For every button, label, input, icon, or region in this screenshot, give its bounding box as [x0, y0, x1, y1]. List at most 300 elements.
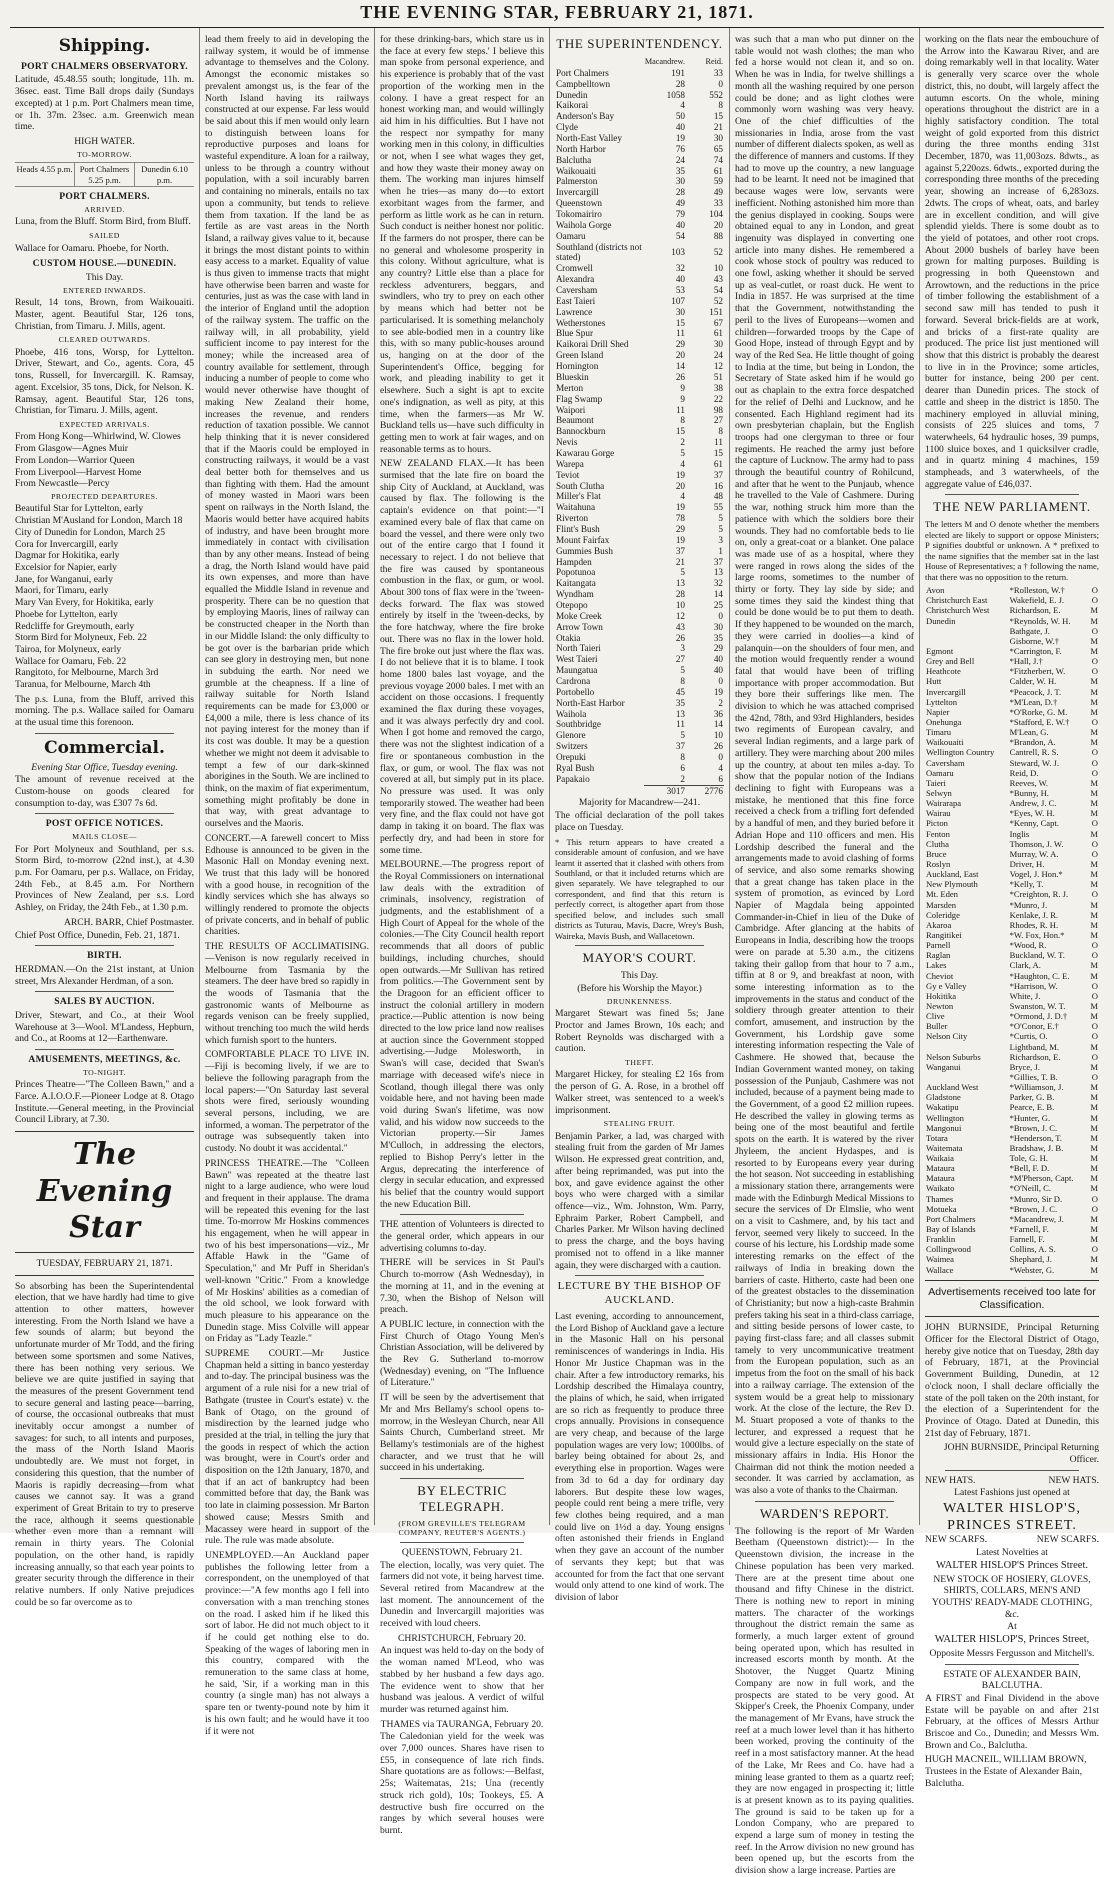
poll-macandrew: 191: [671, 67, 685, 78]
poll-district: Cardrona: [556, 675, 591, 686]
parliament-electorate: Oamaru: [926, 767, 954, 778]
table-row: [555, 622, 724, 633]
mayors-court-before: (Before his Worship the Mayor.): [577, 982, 702, 994]
poll-macandrew: 26: [675, 371, 685, 382]
parliament-member: Wakefield, E. J.: [1009, 595, 1065, 606]
table-row: [555, 741, 724, 752]
custom-heading: CUSTOM HOUSE.—DUNEDIN.: [32, 258, 177, 270]
poll-reid: 36: [713, 708, 723, 719]
poll-reid: 8: [718, 100, 723, 111]
parliament-party: M: [1090, 1082, 1098, 1093]
lecture-paragraph: A PUBLIC lecture, in connection with the First Church of Otago Young Men's Christian Association, will be delivered by the Rev G. Sutherland to-morrow (Wednesday) evening, on "The Influence of Literature.": [380, 1318, 544, 1389]
queenstown-text: The election, locally, was very quiet. The farmers did not vote, it being harvest time. Several retired from Macandrew at the last moment. The announcement of the Dunedin and Invercargill majorities was received with loud cheers.: [380, 1559, 544, 1630]
poll-district: Maungatua: [556, 665, 598, 676]
list-item: From Glasgow—Agnes Muir: [15, 443, 128, 455]
parliament-member: Farnell, F.: [1009, 1234, 1045, 1245]
poll-district: Anderson's Bay: [556, 111, 615, 122]
post-text: For Port Molyneux and Southland, per s.s. Storm Bird, to-morrow (22nd inst.), at 4.30 p.m. For Oamaru, per p.s. Wallace, on Friday, 24th Feb., at 8.45 a.m. For Northern Provinces of New Zealand, per s.s. Lord Ashley, on Friday, the 24th Feb., at 1.30 p.m.: [15, 843, 194, 914]
parliament-member: Driver, H.: [1009, 858, 1045, 869]
parliament-member: *Gillies, T. B.: [1009, 1071, 1058, 1082]
table-row: [555, 763, 724, 774]
parliament-electorate: Motueka: [926, 1203, 957, 1214]
parliament-party: M: [1090, 929, 1098, 940]
poll-district: Popotunoa: [556, 567, 596, 578]
table-row: [555, 372, 724, 383]
parliament-member: White, J.: [1009, 990, 1041, 1001]
poll-reid: 74: [713, 154, 723, 165]
parliament-electorate: Hutt: [926, 676, 942, 687]
table-row: [925, 1183, 1099, 1193]
list-item: Jane, for Wanganui, early: [15, 573, 113, 585]
poll-reid: 15: [713, 111, 723, 122]
parliament-electorate: Onehunga: [926, 717, 962, 728]
parliament-party: O: [1091, 1031, 1098, 1042]
table-row: [925, 1082, 1099, 1092]
parliament-party: M: [1090, 1000, 1098, 1011]
poll-district: Flag Swamp: [556, 393, 603, 404]
parliament-member: *M'Lean, D.†: [1009, 696, 1058, 707]
table-row: [555, 111, 724, 122]
poll-district: Hornington: [556, 361, 599, 372]
poll-reid: 24: [713, 350, 723, 361]
divider: [755, 1501, 894, 1502]
this-day-label: This Day.: [85, 271, 124, 283]
parliament-electorate: Thames: [926, 1193, 954, 1204]
warden-text: The following is the report of Mr Warden Beetham (Queenstown district):— In the Queenstown division, the increase in the Chinese population has been very marked. There are at the present time about one thousand and fifty Chinese in the district. There is nothing new to report in mining matters. The character of the workings throughout the district remain the same as formerly, a much larger extent of ground being operated upon, which has resulted in increased escorts month by month. At the Shotover, the Nugget Quartz Mining Company are now in full work, and the prospects are stated to be very good. At Skipper's Creek, the Phoenix Company, under the management of Mr Evans, have struck the reef at a much lower level than it has hitherto been worked, proving the continuity of the reef in a most satisfactory manner. At the head of the Lake, Mr Rees and Co. have had a mining lease granted to them as a quartz reef; they are now engaged in prospecting it; little is at present known as to its paying qualities. The ground is said to be taken up for a London Company, who are prepared to expend a large sum of money in testing the reef. In the Arrow division no new ground has been opened up, but the escorts from the division show a large increase. Parties are: [735, 1525, 914, 1877]
thames-text: The Caledonian yield for the week was over 7,000 ounces. Shares have risen to £55, in consequence of late rich finds. Share quotations are as follows:—Belfast, 25s; Waitematas, 21s; Una (recently struck rich gold), 10s; Tookeys, £5. A destructive bush fire occurred on the ranges by which several houses were burnt.: [380, 1731, 544, 1836]
poll-macandrew: 3: [680, 643, 685, 654]
scarfs-right: NEW SCARFS.: [1036, 1534, 1099, 1546]
table-row: [555, 774, 724, 785]
divider: [575, 1275, 704, 1276]
poll-district: Hampden: [556, 556, 592, 567]
parliament-member: *Ormond, J. D.†: [1009, 1011, 1068, 1022]
parliament-member: *Macandrew, J.: [1009, 1213, 1064, 1224]
poll-district: Southbridge: [556, 719, 601, 730]
column-6: [920, 28, 1104, 1789]
parliament-member: *Farnell, F.: [1009, 1224, 1049, 1235]
poll-macandrew: 78: [675, 513, 685, 524]
column-2: [200, 28, 375, 1737]
parliament-member: Andrew, J. C.: [1009, 798, 1057, 809]
parliament-electorate: Coleridge: [926, 909, 960, 920]
table-row: [925, 1153, 1099, 1163]
parliament-electorate: Fenton: [926, 828, 950, 839]
shipping-heading: Shipping.: [58, 36, 151, 56]
table-row: [555, 231, 724, 242]
parliament-electorate: Timaru: [926, 727, 951, 738]
poll-macandrew: 50: [675, 111, 685, 122]
table-row: [925, 1092, 1099, 1102]
sailed-text: Wallace for Oamaru. Phoebe, for North.: [15, 242, 169, 254]
parliament-electorate: Waitemata: [926, 1142, 963, 1153]
poll-reid: 55: [713, 502, 723, 513]
divider: [400, 1478, 524, 1479]
list-item: Maori, for Timaru, early: [15, 585, 109, 597]
poll-district: Beaumont: [556, 415, 594, 426]
total-macandrew: 3017: [644, 785, 686, 796]
poll-reid: 14: [713, 589, 723, 600]
poll-district: Balclutha: [556, 154, 592, 165]
parliament-member: Gisborne, W.†: [1009, 635, 1060, 646]
poll-district: Switzers: [556, 741, 588, 752]
poll-district: Oamaru: [556, 230, 586, 241]
parliament-party: O: [1091, 990, 1098, 1001]
mails-close-label: MAILS CLOSE—: [72, 832, 137, 842]
poll-reid: 4: [718, 762, 723, 773]
poll-reid: 0: [718, 78, 723, 89]
table-row: [555, 546, 724, 557]
parliament-electorate: Auckland, East: [926, 869, 979, 880]
poll-macandrew: 49: [675, 198, 685, 209]
parliament-member: Lightband, M.: [1009, 1041, 1060, 1052]
poll-reid: 0: [718, 610, 723, 621]
poll-reid: 43: [713, 274, 723, 285]
sailed-label: SAILED: [89, 231, 120, 241]
parliament-electorate: Gladstone: [926, 1092, 961, 1103]
poll-reid: 16: [713, 480, 723, 491]
poll-macandrew: 1058: [666, 89, 685, 100]
parliament-electorate: Nelson City: [926, 1031, 968, 1042]
table-row: [555, 361, 724, 372]
mayors-court-heading: MAYOR'S COURT.: [582, 950, 697, 966]
parliament-party: M: [1090, 1011, 1098, 1022]
telegraph-source: (FROM GREVILLE'S TELEGRAM COMPANY, REUTER'S AGENTS.): [398, 1518, 526, 1538]
poll-reid: 54: [713, 285, 723, 296]
poll-district: Port Chalmers: [556, 67, 609, 78]
poll-macandrew: 19: [675, 534, 685, 545]
parliament-electorate: Wellington Country: [926, 747, 995, 758]
columns: [10, 28, 1104, 1877]
parliament-party: M: [1090, 858, 1098, 869]
parliament-electorate: Waikaia: [926, 1153, 954, 1164]
parliament-member: *Hall, J.†: [1009, 656, 1043, 667]
tide-heads: Heads 4.55 p.m.: [15, 163, 75, 186]
poll-macandrew: 19: [675, 469, 685, 480]
table-row: [925, 859, 1099, 869]
superintendency-heading: THE SUPERINTENDENCY.: [556, 36, 723, 51]
amusements-text: Princes Theatre—"The Colleen Bawn," and a Farce. A.I.O.O.F.—Pioneer Lodge at 8. Otago Institute.—General meeting, in the Provincial Council Library, at 7.30.: [15, 1079, 194, 1126]
list-item: Storm Bird for Molyneux, Feb. 22: [15, 632, 147, 644]
parliament-member: Steward, W. J.: [1009, 757, 1060, 768]
list-item: From London—Warrior Queen: [15, 454, 135, 466]
poll-district: West Taieri: [556, 654, 598, 665]
poll-macandrew: 24: [675, 154, 685, 165]
poll-district: Otakia: [556, 632, 581, 643]
tonight-label: TO-NIGHT.: [83, 1067, 126, 1077]
theft-text: Margaret Hickey, for stealing £2 16s from the person of G. A. Rose, in a brothel off Walker street, was sentenced to a week's imprisonment.: [555, 1069, 724, 1116]
table-row: [925, 666, 1099, 676]
parliament-party: O: [1091, 585, 1098, 596]
parliament-party: M: [1090, 1061, 1098, 1072]
christchurch-text: An inquest was held to-day on the body of the woman named M'Leod, who was stabbed by her husband a few days ago. The evidence went to show that her husband was jealous. A verdict of wilful murder was returned against him.: [380, 1645, 544, 1715]
poll-district: Ryal Bush: [556, 762, 595, 773]
poll-reid: 65: [713, 143, 723, 154]
poll-macandrew: 11: [676, 328, 685, 339]
divider: [575, 945, 704, 946]
table-row: [555, 502, 724, 513]
poll-district: Tokomairiro: [556, 209, 602, 220]
table-row: [555, 79, 724, 90]
divider: [925, 1280, 1099, 1281]
table-row: [555, 633, 724, 644]
poll-district: Miller's Flat: [556, 491, 601, 502]
table-row: [555, 470, 724, 481]
commercial-heading: Commercial.: [44, 737, 165, 758]
table-row: [555, 90, 724, 101]
parliament-party: O: [1091, 848, 1098, 859]
table-row: [925, 1163, 1099, 1173]
table-row: [555, 589, 724, 600]
telegraph-heading: BY ELECTRIC TELEGRAPH.: [417, 1483, 507, 1514]
parliament-party: M: [1090, 1041, 1098, 1052]
parliament-member: *M'Pherson, Capt.: [1009, 1173, 1074, 1184]
declaration-text: The official declaration of the poll takes place on Tuesday.: [555, 810, 724, 833]
poll-macandrew: 20: [675, 480, 685, 491]
table-row: [925, 1123, 1099, 1133]
parliament-party: O: [1091, 625, 1098, 636]
parliament-member: *Munro, J.: [1009, 899, 1048, 910]
poll-reid: 10: [713, 730, 723, 741]
parliament-member: Calder, W. H.: [1009, 676, 1057, 687]
birth-text: HERDMAN.—On the 21st instant, at Union street, Mrs Alexander Herdman, of a son.: [15, 963, 194, 987]
table-row: [925, 991, 1099, 1001]
list-item: Beautiful Star for Lyttelton, early: [15, 503, 144, 515]
parliament-party: M: [1090, 1264, 1098, 1275]
parliament-electorate: Franklin: [926, 1234, 956, 1245]
table-row: [925, 1204, 1099, 1214]
parliament-party: M: [1090, 1254, 1098, 1265]
parliament-electorate: Bay of Islands: [926, 1224, 976, 1235]
poll-macandrew: 9: [680, 382, 685, 393]
parliament-electorate: Collingwood: [926, 1244, 971, 1255]
parliament-party: M: [1090, 646, 1098, 657]
poll-macandrew: 8: [680, 675, 685, 686]
parliament-party: M: [1090, 808, 1098, 819]
parliament-electorate: Wairarapa: [926, 798, 962, 809]
list-item: From Hong Kong—Whirlwind, W. Clowes: [15, 431, 181, 443]
poll-district: Caversham: [556, 285, 598, 296]
parliament-party: M: [1090, 1224, 1098, 1235]
poll-reid: 6: [718, 773, 723, 784]
poll-district: South Clutha: [556, 480, 605, 491]
scarfs-left: NEW SCARFS.: [925, 1534, 988, 1546]
poll-district: Riverton: [556, 513, 589, 524]
parliament-electorate: New Plymouth: [926, 879, 978, 890]
poll-macandrew: 35: [675, 697, 685, 708]
table-row: [925, 981, 1099, 991]
total-reid: 2776: [686, 785, 724, 796]
table-row: [925, 737, 1099, 747]
cleared-text: Phoebe, 416 tons, Worsp, for Lyttelton. Driver, Stewart, and Co., agents. Cora, 45 tons, Russell, for Invercargill. K. Ramsay, agent. Excelsior, 35 tons, Dick, for Nelson. K. Ramsay, agent. Beautiful Star, 126 tons, Christian, for Timaru. J. Mills, agent.: [15, 346, 194, 417]
tide-table: [15, 162, 194, 187]
parliament-member: *Brown, J. C.: [1009, 1203, 1058, 1214]
table-row: [555, 698, 724, 709]
poll-district: Blue Spur: [556, 328, 594, 339]
table-row: [555, 611, 724, 622]
table-row: [555, 676, 724, 687]
poll-district: Cromwell: [556, 263, 593, 274]
parliament-party: M: [1090, 615, 1098, 626]
mayors-court-day: This Day.: [620, 970, 659, 982]
divider: [15, 1275, 194, 1276]
melbourne-paragraph: MELBOURNE.—The progress report of the Royal Commissioners on international law deals with the extradition of criminals, insolvency, registration of judgments, and the establishment of a High Court of Appeal for the whole of the colonies.—The City Council health report recommends that all doors of public buildings, including churches, should open outwards.—Mr Sullivan has retired from politics.—The Government sent by the Dragoon for an efficient officer to instruct the colonial artillery in modern practice.—Public attention is now being directed to the low price land now realises at auction since the Government stopped advertising.—Judge Molesworth, in Swan's will case, decided that Swan's marriage with deceased wife's niece in Scotland, though illegal there was only voidable here, and not having been made void during Swan's lifetime, was now valid, and his widow now succeeds to the Victorian property.—Sir James M'Culloch, in addressing the electors, replied to Bishop Perry's letter in the Argus, deprecating the interference of clergy in secular education, and expressed his belief that the country would support the new Education Bill.: [380, 859, 544, 1210]
parliament-member: *Reynolds, W. H.: [1009, 615, 1071, 626]
poll-reid: 5: [718, 513, 723, 524]
parliament-electorate: Wanganui: [926, 1061, 961, 1072]
parliament-electorate: Selwyn: [926, 788, 952, 798]
table-row: [925, 1214, 1099, 1224]
poll-district: Waihola: [556, 708, 587, 719]
parliament-electorate: Auckland West: [926, 1082, 979, 1093]
table-row: [555, 524, 724, 535]
hats-line: [925, 1475, 1099, 1487]
poll-macandrew: 4: [680, 491, 685, 502]
parliament-party: O: [1091, 595, 1098, 606]
amusements-heading: AMUSEMENTS, MEETINGS, &c.: [28, 1054, 181, 1066]
parliament-intro: The letters M and O denote whether the members elected are likely to support or oppose Ministers; P signifies doubtful or unknown. A * prefixed to the name signifies that the member sat in the last House of Representatives; a † following the name, that there was no opposition to the return.: [925, 519, 1099, 582]
parliament-party: M: [1090, 879, 1098, 890]
table-row: [555, 307, 724, 318]
table-row: [925, 585, 1099, 595]
table-row: [555, 643, 724, 654]
poll-macandrew: 29: [675, 339, 685, 350]
paper-title: The Evening Star: [36, 1137, 173, 1246]
parliament-party: O: [1091, 818, 1098, 829]
table-row: [925, 818, 1099, 828]
parliament-party: O: [1091, 1021, 1098, 1032]
table-header-row: [555, 56, 724, 68]
poll-macandrew: 21: [675, 556, 685, 567]
table-row: [925, 1173, 1099, 1183]
poll-reid: 59: [713, 176, 723, 187]
parliament-member: *Harrison, W.: [1009, 980, 1058, 991]
estate-text: A FIRST and Final Dividend in the above Estate will be payable on and after 21st February, at the offices of Messrs Arthur Briscoe and Co., Dunedin; and Messrs Wm. Brown and Co., Balclutha.: [925, 1692, 1099, 1751]
parliament-electorate: Nelson Suburbs: [926, 1051, 981, 1062]
parliament-member: Thomson, J. W.: [1009, 838, 1064, 849]
poll-reid: 52: [713, 247, 723, 258]
poll-district: Gummies Bush: [556, 545, 613, 556]
parliament-party: O: [1091, 1203, 1098, 1214]
parliament-member: *Eyes, W. H.: [1009, 808, 1055, 819]
parliament-member: Collins, A. S.: [1009, 1244, 1056, 1255]
poll-macandrew: 27: [675, 654, 685, 665]
parliament-heading: THE NEW PARLIAMENT.: [933, 499, 1091, 515]
column-3: [375, 28, 550, 1836]
table-row: [925, 1052, 1099, 1062]
unemployed-continued: for these drinking-bars, which stare us in the face at every few steps.' I believe this man spoke from personal experience, and his experience is probably that of the vast proportion of the working men in the colony. I have a great respect for an honest working man, and would willingly aid him in his difficulties. But I have not the respect nor sympathy for many working men in this colony, in difficulties or not, when I see what wages they get, and how they waste their money away on them. The working man injures himself when he tries—as many do—to extort exorbitant wages from the farmer, and perform as little work as he can in return. Such conduct is neither honest nor politic. If the farmers do not prosper, there can be no general and wholesome prosperity in this colony. Without agriculture, what is any country? Little else than a place for reckless adventurers, beggars, and swindlers, who try to prey on each other by means which had better not be particularised. It is something melancholy to see able-bodied men in a country like this, with so many public-houses around us, hanging on at the door of the Superintendent's Office, begging for work, and pleading inability to get it elsewhere. Such a sight is apt to excite one's indignation, as well as pity, at this time, when the farmers—as Mr W. Buckland tells us—have such difficulty in getting men to work at fair wages, and on reasonable terms as to hours.: [380, 34, 544, 455]
parliament-electorate: Invercargill: [926, 686, 966, 697]
parliament-electorate: Waikouaiti: [926, 737, 964, 748]
parliament-member: Tole, G. H.: [1009, 1153, 1048, 1164]
table-row: [555, 144, 724, 155]
poll-macandrew: 4: [680, 458, 685, 469]
column-5: [730, 28, 920, 1877]
walter-hislop-1: WALTER HISLOP'S, PRINCES STREET.: [943, 1501, 1081, 1534]
parliament-electorate: Gy e Valley: [926, 980, 967, 991]
parliament-electorate: Wairau: [926, 808, 951, 819]
list-item: From Liverpool—Harvest Home: [15, 466, 142, 478]
table-row: [555, 122, 724, 133]
poll-district: Flint's Bush: [556, 523, 600, 534]
poll-macandrew: 30: [675, 306, 685, 317]
table-row: [925, 1234, 1099, 1244]
poll-reid: 10: [713, 263, 723, 274]
divider: [35, 991, 174, 992]
table-row: [925, 676, 1099, 686]
poll-district: Orepuki: [556, 752, 587, 762]
poll-macandrew: 5: [680, 665, 685, 676]
poll-district: Kaikorai: [556, 100, 589, 111]
poll-reid: 20: [713, 219, 723, 230]
poll-reid: 51: [713, 371, 723, 382]
parliament-party: M: [1090, 676, 1098, 687]
parliament-party: M: [1090, 788, 1098, 798]
parliament-party: M: [1090, 1234, 1098, 1245]
poll-district: Glenore: [556, 730, 586, 741]
tomorrow-label: TO-MORROW.: [76, 149, 133, 159]
post-heading: POST OFFICE NOTICES.: [45, 818, 164, 830]
table-row: [555, 557, 724, 568]
poll-reid: 15: [713, 447, 723, 458]
burnside-sign: JOHN BURNSIDE, Principal Returning Officer.: [943, 1442, 1099, 1466]
poll-macandrew: 32: [675, 263, 685, 274]
queenstown-dateline: QUEENSTOWN, February 21.: [401, 1546, 523, 1558]
poll-reid: 0: [718, 752, 723, 762]
poll-macandrew: 26: [675, 632, 685, 643]
poll-macandrew: 28: [675, 78, 685, 89]
parliament-electorate: Bruce: [926, 848, 947, 859]
parliament-party: M: [1090, 1122, 1098, 1133]
parliament-electorate: [925, 1042, 1009, 1052]
parliament-member: Parker, G. B.: [1009, 1092, 1055, 1103]
port-heading: PORT CHALMERS.: [59, 191, 150, 203]
parliament-member: *Kenny, Capt.: [1009, 818, 1059, 829]
parliament-member: Rhodes, R. H.: [1009, 919, 1059, 930]
parliament-electorate: Newton: [926, 1000, 954, 1011]
parliament-party: O: [1091, 1071, 1098, 1082]
parliament-electorate: Dunedin: [926, 615, 956, 626]
parliament-party: M: [1090, 1142, 1098, 1153]
parliament-party: M: [1090, 777, 1098, 788]
parliament-member: *Henderson, T.: [1009, 1132, 1063, 1143]
list-item: Rangitoto, for Melbourne, March 3rd: [15, 667, 159, 679]
post-sign-2: Chief Post Office, Dunedin, Feb. 21, 1871.: [15, 929, 180, 941]
table-row: [925, 646, 1099, 656]
poll-reid: 14: [713, 719, 723, 730]
poll-macandrew: 2: [680, 437, 685, 448]
parliament-member: Pearce, E. B.: [1009, 1102, 1055, 1113]
poll-macandrew: 35: [675, 165, 685, 176]
trustees-text: HUGH MACNEIL, WILLIAM BROWN, Trustees in the Estate of Alexander Bain, Balclutha.: [925, 1754, 1087, 1789]
hats-text: Latest Fashions just opened at: [954, 1487, 1070, 1499]
poll-district: Warepa: [556, 458, 584, 469]
table-row: [555, 415, 724, 426]
drunkenness-label: DRUNKENNESS.: [606, 996, 673, 1006]
poll-macandrew: 40: [675, 122, 685, 133]
table-row: [925, 879, 1099, 889]
poll-reid: 30: [713, 133, 723, 144]
table-row: [555, 491, 724, 502]
late-ads-heading: Advertisements received too late for Classification.: [928, 1285, 1096, 1311]
parliament-electorate: [925, 636, 1009, 646]
parliament-party: M: [1090, 1132, 1098, 1143]
parliament-electorate: Parnell: [926, 940, 951, 951]
table-row: [555, 68, 724, 79]
parliament-party: M: [1090, 919, 1098, 930]
poll-reid: 21: [713, 122, 723, 133]
poll-district: North Taieri: [556, 643, 601, 654]
